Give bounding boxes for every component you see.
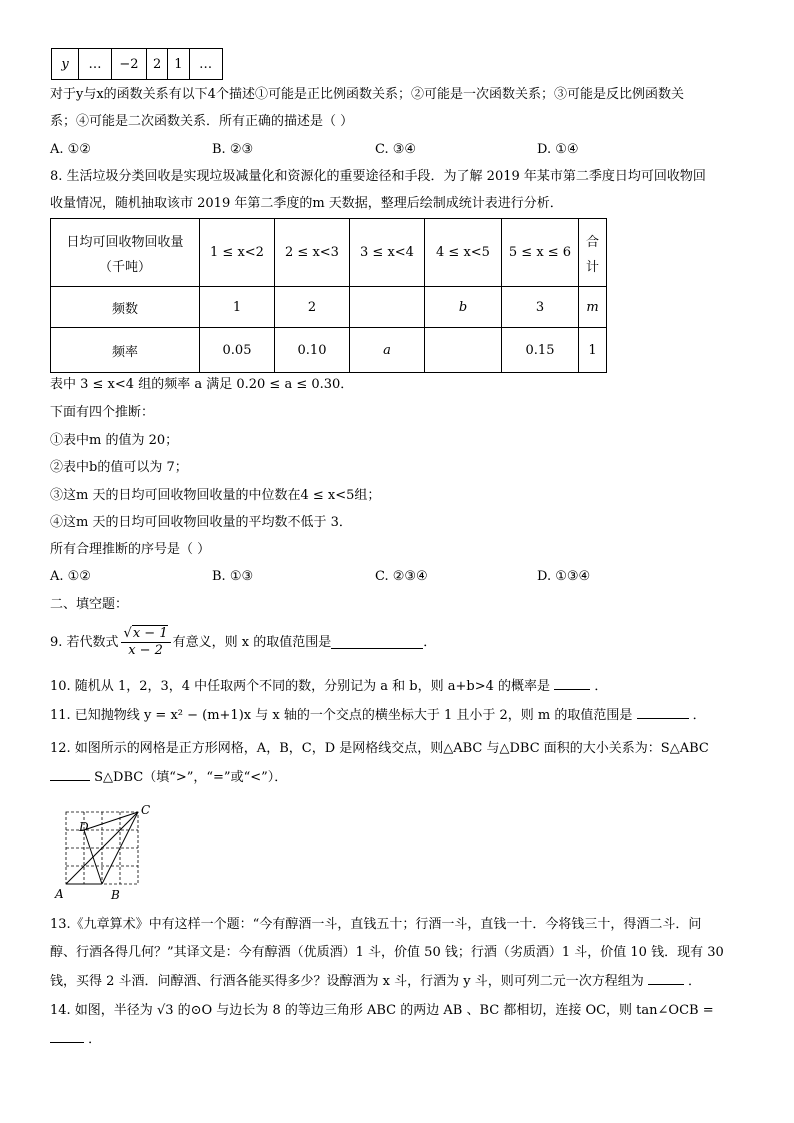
point-label: D [79,820,89,834]
table-cell: … [189,49,222,80]
q8-ask: 所有合理推断的序号是（ ） [50,542,211,557]
table-header-cell: 2 ≤ x<3 [275,219,350,287]
table-cell: y [52,49,79,80]
table-cell: −2 [112,49,147,80]
table-cell: 频数 [51,287,200,328]
q8-statement-2: ②表中b的值可以为 7； [50,460,188,475]
point-label: B [111,888,120,902]
q8-note: 表中 3 ≤ x<4 组的频率 a 满足 0.20 ≤ a ≤ 0.30． [50,377,354,392]
q8-option-c: C. ②③④ [375,569,428,584]
fraction-denominator: x − 2 [128,643,163,658]
q8-line2: 收量情况，随机抽取该市 2019 年第二季度的m 天数据，整理后绘制成统计表进行分析． [50,196,563,211]
q8-option-d: D. ①③④ [537,569,591,584]
q9 [50,626,436,659]
table-header-cell: 1 ≤ x<2 [200,219,275,287]
q8-option-b: B. ①③ [212,569,254,584]
header-line: 合 [585,234,599,250]
q13-line3 [50,972,701,991]
q8-statement-3: ③这m 天的日均可回收物回收量的中位数在4 ≤ x<5组； [50,488,381,503]
q7-option-c: C. ③④ [375,142,417,157]
table-header-cell: 5 ≤ x ≤ 6 [502,219,579,287]
table-cell: … [79,49,112,80]
radicand: x − 1 [132,626,168,641]
q10-text: 10. 随机从 1，2，3，4 中任取两个不同的数，分别记为 a 和 b，则 a+b>4 的概率是 [50,679,551,694]
q12-line2-text: S△DBC（填“>”，“=”或“<”）． [94,770,288,785]
q11-text: 11. 已知抛物线 y = x² − (m+1)x 与 x 轴的一个交点的横坐标大于 1 且小于 2，则 m 的取值范围是 [50,708,633,723]
q7-option-d: D. ①④ [537,142,579,157]
header-line: （千吨） [98,259,151,275]
q14-line2 [50,1030,101,1049]
fraction-numerator: √x − 1 [121,626,171,643]
table-cell: 0.15 [502,328,579,373]
point-label: A [55,887,64,901]
table-cell: 2 [275,287,350,328]
table-cell: m [579,287,607,328]
answer-blank[interactable] [331,636,423,649]
q8-line1: 8. 生活垃圾分类回收是实现垃圾减量化和资源化的重要途径和手段．为了解 2019 年某市第二季度日均可回收物回 [50,169,706,184]
answer-blank[interactable] [554,677,590,690]
q10-end: ． [594,679,608,694]
answer-blank[interactable] [50,768,90,781]
q12-line1: 12. 如图所示的网格是正方形网格，A，B，C，D 是网格线交点，则△ABC 与△DBC 面积的大小关系为：S△ABC [50,741,709,756]
table-header-cell: 4 ≤ x<5 [425,219,502,287]
grid-diagram [54,800,166,902]
q8-intro: 下面有四个推断： [50,405,155,420]
q10 [50,677,607,696]
answer-blank[interactable] [637,706,689,719]
table-cell: 3 [502,287,579,328]
table-header-cell [51,219,200,287]
table-cell: b [425,287,502,328]
fraction [121,626,171,659]
table-cell: 0.10 [275,328,350,373]
table-cell: 1 [579,328,607,373]
q9-end: ． [423,634,437,650]
answer-blank[interactable] [648,972,684,985]
section-title: 二、填空题： [50,597,129,612]
q13-end: ． [688,974,702,989]
q12-line2 [50,768,287,787]
table-cell [350,287,425,328]
table-cell: 0.05 [200,328,275,373]
header-line: 计 [585,259,599,275]
q14-line1: 14. 如图，半径为 √3 的⊙O 与边长为 8 的等边三角形 ABC 的两边 AB 、BC 都相切，连接 OC，则 tan∠OCB = [50,1003,714,1018]
q14-end: ． [88,1032,102,1047]
q13-line3-text: 钱，买得 2 斗酒．问醇酒、行酒各能买得多少？设醇酒为 x 斗，行酒为 y 斗，则可列二元一次方程组为 [50,974,644,989]
frequency-table [50,218,607,373]
q7-option-a: A. ①② [50,142,91,157]
q8-statement-1: ①表中m 的值为 20； [50,433,179,448]
table-cell: 频率 [51,328,200,373]
q7-line2: 系；④可能是二次函数关系．所有正确的描述是（ ） [50,114,354,129]
q8-statement-4: ④这m 天的日均可回收物回收量的平均数不低于 3． [50,515,352,530]
q11-end: ． [692,708,706,723]
q7-line1: 对于y与x的函数关系有以下4个描述①可能是正比例函数关系；②可能是一次函数关系；③可能是反比例函数关 [50,87,684,102]
table-cell [425,328,502,373]
q9-prefix: 9. 若代数式 [50,634,119,650]
table-cell: a [350,328,425,373]
table-cell: 1 [168,49,189,80]
value-table [51,48,223,80]
table-header-cell [579,219,607,287]
q13-line1: 13.《九章算术》中有这样一个题：“今有醇酒一斗，直钱五十；行酒一斗，直钱一十．今将钱三十，得酒二斗．问 [50,917,702,932]
header-line: 日均可回收物回收量 [66,234,184,250]
q11 [50,706,706,725]
q8-option-a: A. ①② [50,569,91,584]
answer-blank[interactable] [50,1030,84,1043]
point-label: C [141,803,151,817]
q7-option-b: B. ②③ [212,142,254,157]
q9-text: 有意义，则 x 的取值范围是 [172,634,332,650]
table-cell: 2 [147,49,168,80]
q13-line2: 醇、行酒各得几何？”其译文是：今有醇酒（优质酒）1 斗，价值 50 钱；行酒（劣质酒）1 斗，价值 10 钱．现有 30 [50,945,724,960]
table-cell: 1 [200,287,275,328]
table-header-cell: 3 ≤ x<4 [350,219,425,287]
